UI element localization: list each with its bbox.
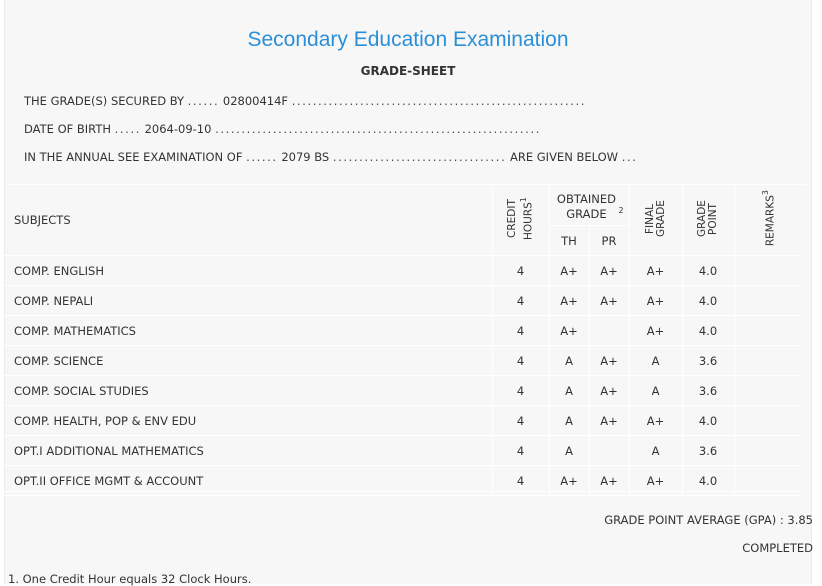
grade-point: 3.6 — [682, 346, 734, 376]
subject-name: COMP. HEALTH, POP & ENV EDU — [4, 406, 492, 436]
credit-hours: 4 — [492, 466, 549, 496]
remarks — [734, 286, 801, 316]
final-grade: A+ — [629, 316, 682, 346]
subject-name: COMP. SOCIAL STUDIES — [4, 376, 492, 406]
dob-label: DATE OF BIRTH — [24, 122, 112, 136]
grade-point: 3.6 — [682, 436, 734, 466]
credit-hours: 4 — [492, 376, 549, 406]
pr-grade: A+ — [589, 376, 629, 406]
subject-name: OPT.II OFFICE MGMT & ACCOUNT — [4, 466, 492, 496]
footnote: 1. One Credit Hour equals 32 Clock Hours. — [8, 572, 252, 586]
table-row — [4, 436, 801, 466]
remarks — [734, 256, 801, 286]
credit-hours: 4 — [492, 286, 549, 316]
final-grade: A — [629, 436, 682, 466]
pr-grade: A+ — [589, 256, 629, 286]
page-subtitle: GRADE-SHEET — [360, 64, 456, 78]
grade-point: 4.0 — [682, 406, 734, 436]
credit-hours: 4 — [492, 436, 549, 466]
table-row — [4, 346, 801, 376]
th-header: TH — [549, 226, 589, 256]
credit-hours-header: CREDIT HOURS$^1$ — [492, 185, 549, 256]
summary-divider — [4, 491, 801, 492]
credit-hours: 4 — [492, 346, 549, 376]
status-text: COMPLETED — [742, 541, 813, 555]
grade-point: 4.0 — [682, 466, 734, 496]
grades-table — [4, 185, 801, 496]
subject-name: OPT.I ADDITIONAL MATHEMATICS — [4, 436, 492, 466]
page-title: Secondary Education Examination — [247, 28, 569, 51]
pr-header: PR — [589, 226, 629, 256]
table-row — [4, 376, 801, 406]
th-grade: A — [549, 436, 589, 466]
grade-point: 3.6 — [682, 376, 734, 406]
final-grade-header: FINAL GRADE — [629, 185, 682, 256]
remarks — [734, 406, 801, 436]
remarks — [734, 376, 801, 406]
final-grade: A — [629, 376, 682, 406]
th-grade: A+ — [549, 316, 589, 346]
final-grade: A — [629, 346, 682, 376]
given-below-label: ARE GIVEN BELOW — [509, 150, 619, 164]
subject-name: COMP. ENGLISH — [4, 256, 492, 286]
pr-grade: A+ — [589, 286, 629, 316]
final-grade: A+ — [629, 256, 682, 286]
obtained-grade-header: OBTAINED GRADE $^2$ — [549, 185, 629, 226]
remarks — [734, 436, 801, 466]
credit-hours: 4 — [492, 256, 549, 286]
secured-by-line: THE GRADE(S) SECURED BY ...... 02800414F ........................................................ — [24, 94, 586, 108]
grade-point: 4.0 — [682, 286, 734, 316]
subjects-header: SUBJECTS — [4, 185, 492, 256]
grade-point: 4.0 — [682, 316, 734, 346]
pr-grade — [589, 436, 629, 466]
pr-grade: A+ — [589, 406, 629, 436]
gpa-value: 3.85 — [787, 513, 813, 527]
th-grade: A+ — [549, 466, 589, 496]
dob-value: 2064-09-10 — [144, 122, 212, 136]
final-grade: A+ — [629, 466, 682, 496]
credit-hours: 4 — [492, 406, 549, 436]
exam-label: IN THE ANNUAL SEE EXAMINATION OF — [24, 150, 243, 164]
subject-name: COMP. SCIENCE — [4, 346, 492, 376]
th-grade: A — [549, 376, 589, 406]
remarks — [734, 346, 801, 376]
th-grade: A — [549, 406, 589, 436]
exam-year: 2079 BS — [281, 150, 330, 164]
gpa-summary — [604, 513, 813, 527]
subject-name: COMP. NEPALI — [4, 286, 492, 316]
table-row — [4, 256, 801, 286]
pr-grade — [589, 316, 629, 346]
pr-grade: A+ — [589, 466, 629, 496]
final-grade: A+ — [629, 406, 682, 436]
th-grade: A+ — [549, 256, 589, 286]
dob-line: DATE OF BIRTH ..... 2064-09-10 .............................................................. — [24, 122, 541, 136]
gpa-label: GRADE POINT AVERAGE (GPA) : — [604, 513, 784, 527]
table-row — [4, 406, 801, 436]
final-grade: A+ — [629, 286, 682, 316]
grade-point-header: GRADE POINT — [682, 185, 734, 256]
symbol-number: 02800414F — [222, 94, 289, 108]
remarks-header: REMARKS$^3$ — [734, 185, 801, 256]
grade-point: 4.0 — [682, 256, 734, 286]
th-grade: A+ — [549, 286, 589, 316]
table-row — [4, 316, 801, 346]
pr-grade: A+ — [589, 346, 629, 376]
subject-name: COMP. MATHEMATICS — [4, 316, 492, 346]
remarks — [734, 316, 801, 346]
exam-line: IN THE ANNUAL SEE EXAMINATION OF ...... 2079 BS ................................. ARE GIVEN BELOW ... — [24, 150, 638, 164]
secured-by-label: THE GRADE(S) SECURED BY — [24, 94, 185, 108]
table-row — [4, 286, 801, 316]
credit-hours: 4 — [492, 316, 549, 346]
th-grade: A — [549, 346, 589, 376]
